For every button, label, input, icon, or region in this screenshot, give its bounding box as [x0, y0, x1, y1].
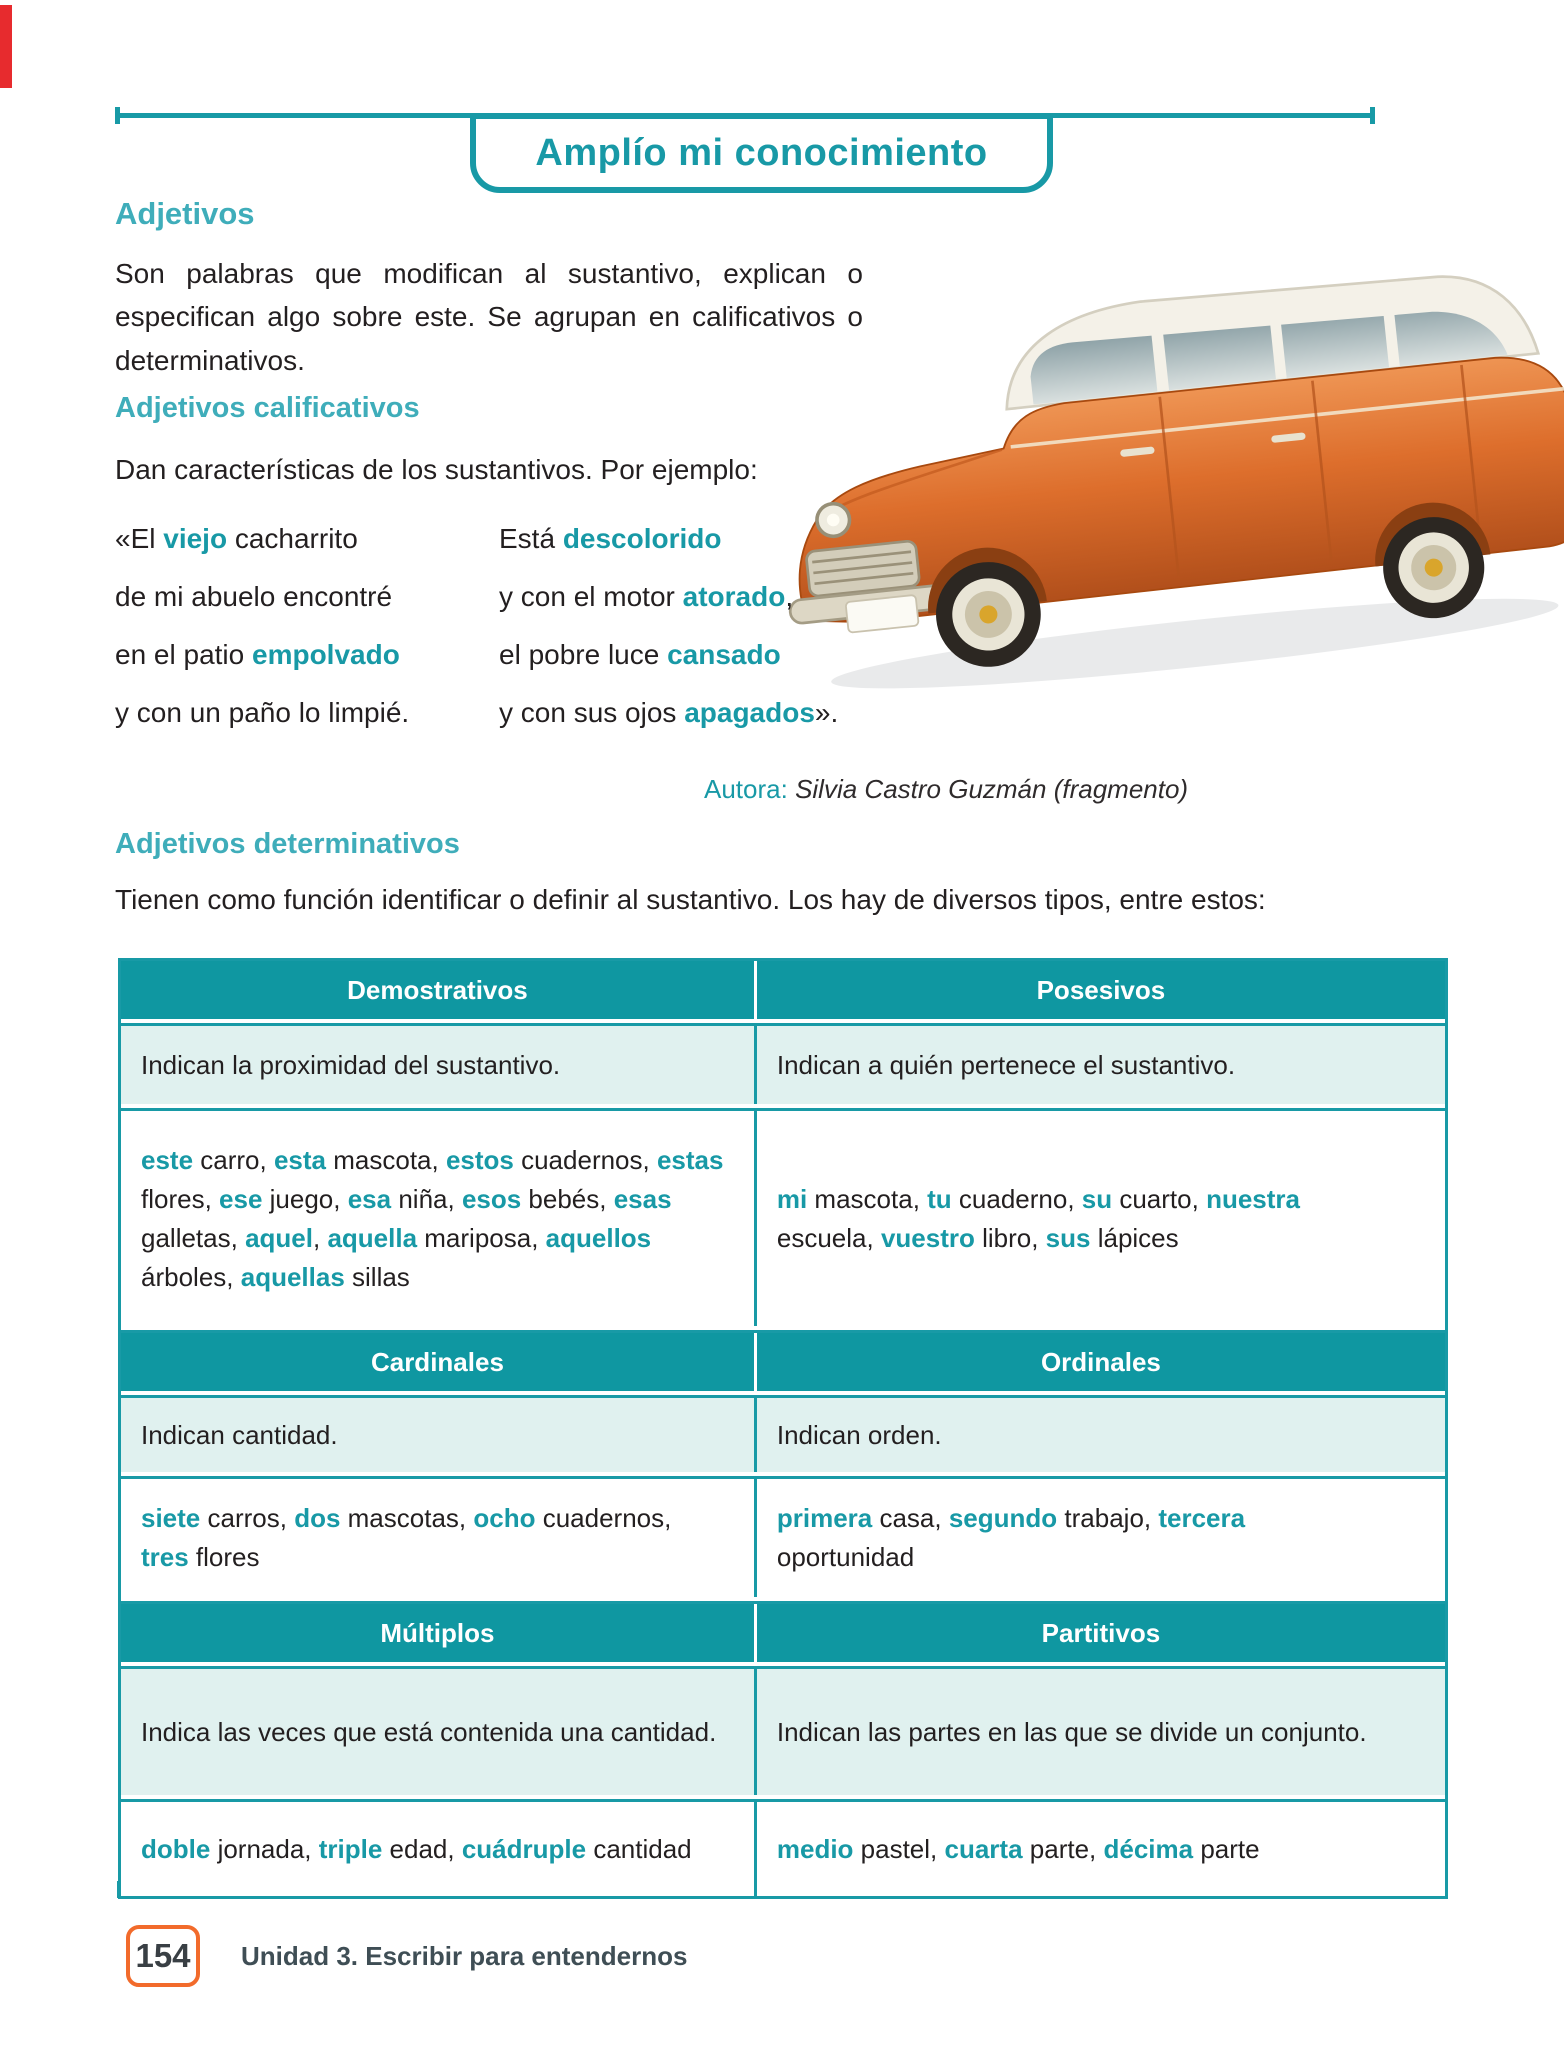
table-header-cell: Partitivos — [754, 1604, 1445, 1662]
table-header-row — [121, 961, 1445, 1019]
unit-color-tab — [0, 5, 12, 88]
table-examples-cell — [121, 1802, 754, 1896]
page-number-box — [126, 1925, 200, 1987]
table-description-cell: Indican las partes en las que se divide un conjunto. — [754, 1669, 1445, 1795]
table-description-cell: Indican la proximidad del sustantivo. — [141, 1049, 561, 1080]
table-description-row — [121, 1395, 1445, 1472]
table-examples-cell — [121, 1479, 754, 1597]
table-examples-cell — [754, 1479, 1445, 1597]
poem-line: y con un paño lo limpié. — [115, 697, 410, 728]
poem-line: en el patio empolvado — [115, 639, 400, 670]
examples-text: este carro, esta mascota, estos cuadernos, estas flores, ese juego, esa niña, esos bebés, esas galletas, aquel, aquella mariposa, aquellos árboles, aquellas sillas — [141, 1144, 724, 1292]
examples-text: medio pastel, cuarta parte, décima parte — [776, 1833, 1260, 1864]
banner-title: Amplío mi conocimiento — [535, 131, 988, 174]
attribution-label: Autora: — [704, 774, 788, 804]
rule-end-tick — [115, 107, 120, 124]
determinativos-intro: Tienen como función identificar o definir al sustantivo. Los hay de diversos tipos, entre estos: — [115, 884, 1266, 915]
table-description-cell: Indican orden. — [754, 1398, 1445, 1472]
table-header-row — [121, 1601, 1445, 1662]
table-description-cell: Indican a quién pertenece el sustantivo. — [754, 1026, 1445, 1104]
heading-adjetivos: Adjetivos — [115, 196, 255, 231]
section-banner — [470, 113, 1053, 193]
calificativos-intro: Dan características de los sustantivos. Por ejemplo: — [115, 454, 758, 485]
examples-text: mi mascota, tu cuaderno, su cuarto, nuestra escuela, vuestro libro, sus lápices — [776, 1183, 1300, 1253]
examples-text: siete carros, dos mascotas, ocho cuadernos, tres flores — [141, 1503, 672, 1572]
heading-calificativos: Adjetivos calificativos — [115, 392, 420, 424]
table-examples-row — [121, 1476, 1445, 1597]
poem-line: «El viejo cacharrito — [115, 523, 358, 554]
adjectives-table — [118, 958, 1448, 1899]
table-examples-row — [121, 1799, 1445, 1896]
table-header-cell: Posesivos — [754, 961, 1445, 1019]
table-examples-cell — [121, 1111, 754, 1326]
table-header-cell: Demostrativos — [347, 974, 528, 1005]
examples-text: primera casa, segundo trabajo, tercera oportunidad — [776, 1503, 1246, 1572]
table-header-cell: Cardinales — [370, 1346, 504, 1377]
table-header-row — [121, 1330, 1445, 1391]
examples-text: doble jornada, triple edad, cuádruple cantidad — [141, 1833, 692, 1864]
poem-line: y con el motor atorado, — [499, 581, 794, 612]
heading-determinativos: Adjetivos determinativos — [115, 828, 460, 860]
poem — [115, 510, 1059, 742]
poem-attribution — [704, 774, 1188, 805]
rule-end-tick — [1370, 107, 1375, 124]
unit-label: Unidad 3. Escribir para entendernos — [241, 1940, 688, 1971]
table-description-row — [121, 1666, 1445, 1795]
table-description-cell: Indican cantidad. — [141, 1419, 338, 1450]
poem-line: y con sus ojos apagados». — [499, 697, 839, 728]
table-header-cell: Ordinales — [754, 1333, 1445, 1391]
adjetivos-description: Son palabras que modifican al sustantivo, explican o especifican algo sobre este. Se agrupan en calificativos o determinativos. — [115, 258, 863, 376]
poem-line: el pobre luce cansado — [499, 639, 781, 670]
table-examples-row — [121, 1108, 1445, 1326]
table-examples-cell — [754, 1111, 1445, 1326]
poem-line: de mi abuelo encontré — [115, 581, 393, 612]
table-description-row — [121, 1023, 1445, 1104]
page-number: 154 — [135, 1937, 191, 1974]
table-examples-cell — [754, 1802, 1445, 1896]
table-description-cell: Indica las veces que está contenida una cantidad. — [141, 1716, 717, 1747]
attribution-author: Silvia Castro Guzmán (fragmento) — [795, 774, 1189, 804]
poem-line: Está descolorido — [499, 523, 722, 554]
table-header-cell: Múltiplos — [380, 1617, 495, 1648]
